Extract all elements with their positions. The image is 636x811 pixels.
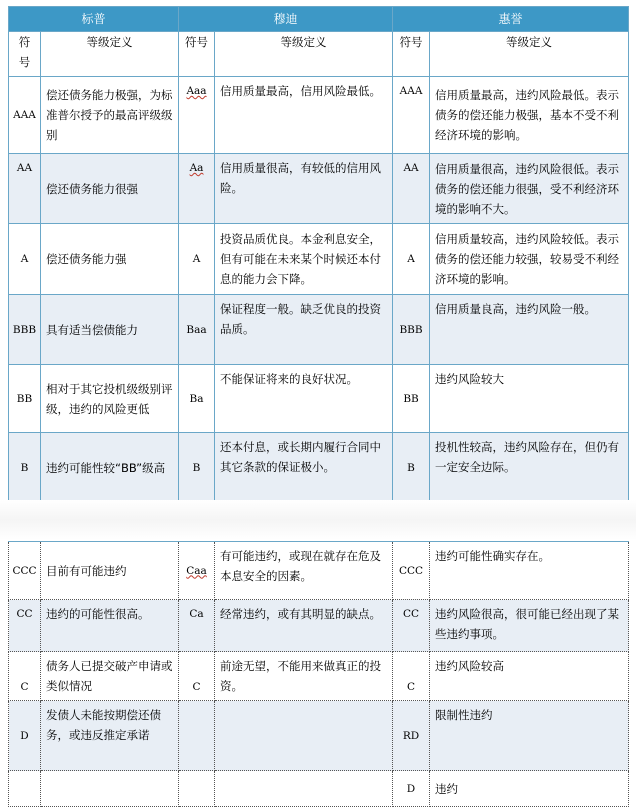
moodys-definition: [215, 701, 393, 771]
fitch-definition: 投机性较高，违约风险存在，但仍有一定安全边际。: [430, 433, 629, 503]
sp-definition: [41, 771, 179, 807]
subheader-symbol: 符号: [179, 32, 215, 77]
moodys-symbol: [179, 701, 215, 771]
moodys-definition: 信用质量很高，有较低的信用风险。: [215, 154, 393, 224]
page-gap: [0, 500, 636, 540]
moodys-definition: 不能保证将来的良好状况。: [215, 365, 393, 433]
subheader-definition: 等级定义: [430, 32, 629, 77]
table-row: [9, 771, 629, 807]
moodys-symbol: Ca: [179, 600, 215, 652]
moodys-symbol: [179, 771, 215, 807]
fitch-definition: 违约风险较大: [430, 365, 629, 433]
fitch-definition: 信用质量良高，违约风险一般。: [430, 295, 629, 365]
sp-symbol: CCC: [9, 542, 41, 600]
sp-symbol: CC: [9, 600, 41, 652]
table-row: [9, 433, 629, 503]
sp-definition: 相对于其它投机级级别评级，违约的风险更低: [41, 365, 179, 433]
fitch-definition: 违约: [430, 771, 629, 807]
moodys-symbol: Aaa: [179, 77, 215, 154]
sp-symbol: C: [9, 652, 41, 701]
moodys-symbol: Ba: [179, 365, 215, 433]
sp-definition: 违约可能性较“BB”级高: [41, 433, 179, 503]
sp-symbol: [9, 771, 41, 807]
moodys-definition: [215, 771, 393, 807]
header-fitch: 惠誉: [393, 7, 629, 32]
moodys-definition: 信用质量最高，信用风险最低。: [215, 77, 393, 154]
subheader-definition: 等级定义: [41, 32, 179, 77]
sp-definition: 发债人未能按期偿还债务，或违反推定承诺: [41, 701, 179, 771]
sp-symbol: AA: [9, 154, 41, 224]
fitch-definition: 信用质量最高，违约风险最低。表示债务的偿还能力极强，基本不受不利经济环境的影响。: [430, 77, 629, 154]
fitch-symbol: BB: [393, 365, 430, 433]
fitch-definition: 违约风险很高，很可能已经出现了某些违约事项。: [430, 600, 629, 652]
table-row: [9, 652, 629, 701]
subheader-symbol: 符号: [393, 32, 430, 77]
sp-definition: 偿还债务能力很强: [41, 154, 179, 224]
sp-symbol: BBB: [9, 295, 41, 365]
table-row: [9, 542, 629, 600]
sp-symbol: AAA: [9, 77, 41, 154]
fitch-symbol: D: [393, 771, 430, 807]
sp-symbol: D: [9, 701, 41, 771]
moodys-definition: 保证程度一般。缺乏优良的投资品质。: [215, 295, 393, 365]
table-row: [9, 77, 629, 154]
moodys-definition: 还本付息，或长期内履行合同中其它条款的保证极小。: [215, 433, 393, 503]
sp-symbol: A: [9, 224, 41, 295]
fitch-symbol: B: [393, 433, 430, 503]
fitch-symbol: AAA: [393, 77, 430, 154]
table-row: [9, 154, 629, 224]
moodys-definition: 有可能违约，或现在就存在危及本息安全的因素。: [215, 542, 393, 600]
header-sp: 标普: [9, 7, 179, 32]
moodys-symbol: Aa: [179, 154, 215, 224]
moodys-definition: 经常违约，或有其明显的缺点。: [215, 600, 393, 652]
sp-definition: 违约的可能性很高。: [41, 600, 179, 652]
moodys-symbol: Baa: [179, 295, 215, 365]
moodys-definition: 前途无望，不能用来做真正的投资。: [215, 652, 393, 701]
table-row: [9, 365, 629, 433]
sp-symbol: BB: [9, 365, 41, 433]
fitch-definition: 信用质量较高，违约风险较低。表示债务的偿还能力较强，较易受不利经济环境的影响。: [430, 224, 629, 295]
subheader-symbol: 符号: [9, 32, 41, 77]
fitch-symbol: AA: [393, 154, 430, 224]
table-row: [9, 701, 629, 771]
fitch-symbol: C: [393, 652, 430, 701]
agency-header-row: [9, 7, 629, 32]
fitch-definition: 违约风险较高: [430, 652, 629, 701]
moodys-symbol: A: [179, 224, 215, 295]
fitch-definition: 限制性违约: [430, 701, 629, 771]
fitch-definition: 违约可能性确实存在。: [430, 542, 629, 600]
fitch-symbol: CC: [393, 600, 430, 652]
subheader-definition: 等级定义: [215, 32, 393, 77]
sp-definition: 具有适当偿债能力: [41, 295, 179, 365]
moodys-symbol: C: [179, 652, 215, 701]
moodys-symbol: Caa: [179, 542, 215, 600]
fitch-symbol: CCC: [393, 542, 430, 600]
header-moodys: 穆迪: [179, 7, 393, 32]
sp-definition: 目前有可能违约: [41, 542, 179, 600]
fitch-symbol: BBB: [393, 295, 430, 365]
fitch-definition: 信用质量很高，违约风险很低。表示债务的偿还能力很强，受不利经济环境的影响不大。: [430, 154, 629, 224]
subheader-row: [9, 32, 629, 77]
ratings-table-top: [8, 6, 629, 503]
fitch-symbol: A: [393, 224, 430, 295]
sp-definition: 偿还债务能力极强，为标准普尔授予的最高评级级别: [41, 77, 179, 154]
moodys-definition: 投资品质优良。本金利息安全，但有可能在未来某个时候还本付息的能力会下降。: [215, 224, 393, 295]
fitch-symbol: RD: [393, 701, 430, 771]
sp-definition: 偿还债务能力强: [41, 224, 179, 295]
ratings-table-bottom: [8, 541, 629, 807]
table-row: [9, 295, 629, 365]
table-row: [9, 600, 629, 652]
table-row: [9, 224, 629, 295]
sp-definition: 债务人已提交破产申请或类似情况: [41, 652, 179, 701]
sp-symbol: B: [9, 433, 41, 503]
moodys-symbol: B: [179, 433, 215, 503]
